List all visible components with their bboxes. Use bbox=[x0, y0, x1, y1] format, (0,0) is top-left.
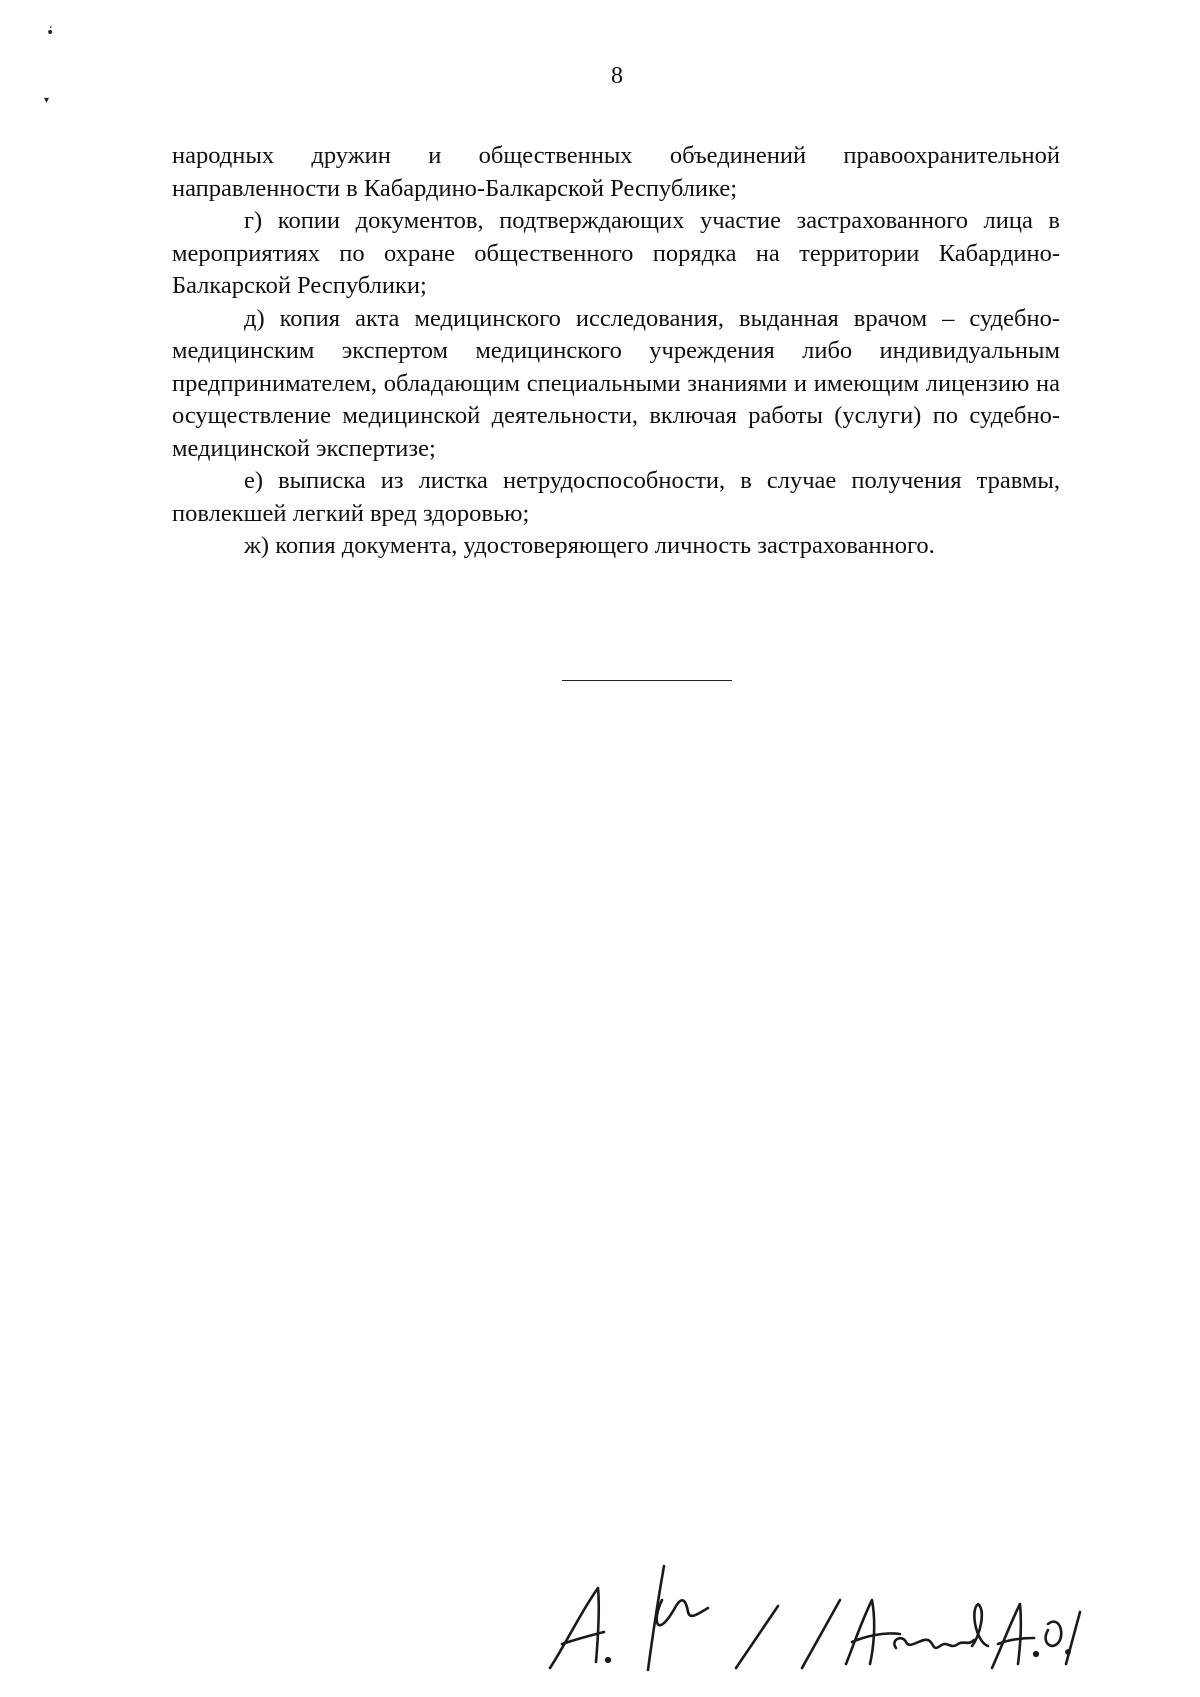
scan-speck-bottom: ▾ bbox=[44, 95, 50, 106]
end-of-text-rule bbox=[562, 680, 732, 681]
scan-speck-top: •̇ bbox=[46, 25, 55, 41]
document-body bbox=[172, 140, 1060, 563]
paragraph-continuation: народных дружин и общественных объединений правоохранительной направленности в Кабардино-Балкарской Республике; bbox=[172, 142, 1060, 202]
handwritten-signature-icon bbox=[540, 1560, 1080, 1680]
page-number: 8 bbox=[611, 63, 623, 89]
paragraph-item-g: г) копии документов, подтверждающих участие застрахованного лица в мероприятиях по охране общественного порядка на территории Кабардино-Балкарской Республики; bbox=[172, 207, 1060, 299]
paragraph-item-zh: ж) копия документа, удостоверяющего личность застрахованного. bbox=[244, 532, 935, 559]
paragraph-item-e: е) выписка из листка нетрудоспособности, в случае получения травмы, повлекшей легкий вред здоровью; bbox=[172, 467, 1060, 527]
paragraph-item-d: д) копия акта медицинского исследования, выданная врачом – судебно-медицинским экспертом медицинского учреждения либо индивидуальным предпринимателем, обладающим специальными знаниями и имеющим лицензию на осуществление медицинской деятельности, включая работы (услуги) по судебно-медицинской экспертизе; bbox=[172, 304, 1060, 462]
